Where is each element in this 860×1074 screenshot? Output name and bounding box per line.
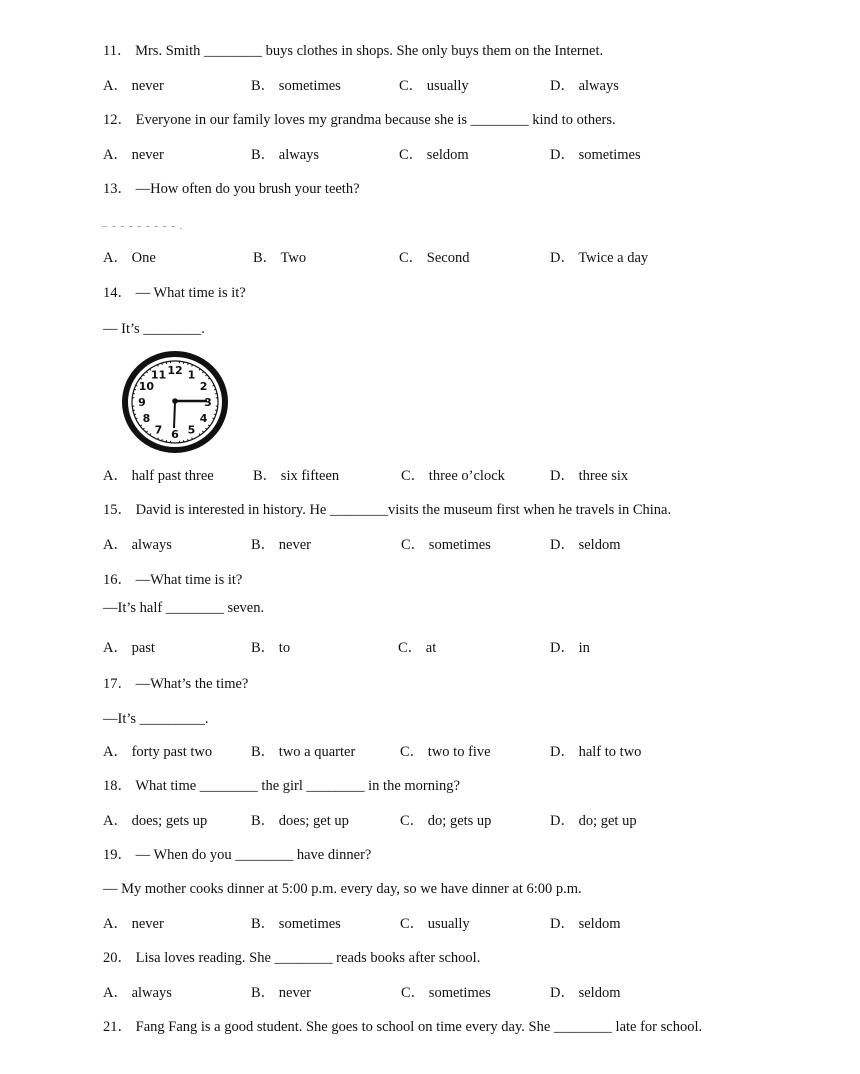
question-13-stem: 13． —How often do you brush your teeth? xyxy=(103,181,360,197)
q13-option-c: C． Second xyxy=(399,250,470,266)
clock-tick xyxy=(134,414,136,415)
q20-option-b: B． never xyxy=(251,985,311,1001)
question-19-reply: — My mother cooks dinner at 5:00 p.m. every day, so we have dinner at 6:00 p.m. xyxy=(103,881,582,897)
q15-option-b: B． never xyxy=(251,537,311,553)
question-16-stem: 16． —What time is it? xyxy=(103,572,243,588)
question-17-stem: 17． —What’s the time? xyxy=(103,676,249,692)
clock-image xyxy=(121,350,229,454)
clock-tick xyxy=(134,389,136,390)
question-15-stem: 15． David is interested in history. He ________visits the museum first when he travels in China. xyxy=(103,502,672,518)
clock-tick xyxy=(214,414,216,415)
q20-option-c: C． sometimes xyxy=(401,985,491,1001)
q15-option-d: D． seldom xyxy=(550,537,621,553)
question-11-stem: 11． Mrs. Smith ________ buys clothes in shops. She only buys them on the Internet. xyxy=(103,43,604,59)
q12-option-d: D． sometimes xyxy=(550,147,641,163)
q11-option-a: A． never xyxy=(103,78,164,94)
q20-option-d: D． seldom xyxy=(550,985,621,1001)
q13-option-b: B． Two xyxy=(253,250,307,266)
q17-option-a: A． forty past two xyxy=(103,744,213,760)
question-14-reply: — It’s ________. xyxy=(103,321,205,337)
clock-numeral-5: 5 xyxy=(187,423,196,437)
question-18-stem: 18． What time ________ the girl ________ in the morning? xyxy=(103,778,460,794)
clock-tick xyxy=(162,439,163,441)
q14-option-a: A． half past three xyxy=(103,468,214,484)
q14-option-d: D． three six xyxy=(550,468,629,484)
q16-option-d: D． in xyxy=(550,640,590,656)
clock-numeral-12: 12 xyxy=(167,364,183,377)
q14-option-b: B． six fifteen xyxy=(253,468,340,484)
q17-option-b: B． two a quarter xyxy=(251,744,356,760)
q18-option-c: C． do; gets up xyxy=(400,813,492,829)
clock-tick xyxy=(162,363,163,365)
clock-numeral-4: 4 xyxy=(199,412,208,425)
q11-option-c: C． usually xyxy=(399,78,469,94)
q16-option-b: B． to xyxy=(251,640,291,656)
clock-center xyxy=(172,398,178,404)
q18-option-b: B． does; get up xyxy=(251,813,349,829)
clock-numeral-10: 10 xyxy=(138,380,155,393)
q16-option-a: A． past xyxy=(103,640,155,656)
question-12-stem: 12． Everyone in our family loves my grandma because she is ________ kind to others. xyxy=(103,112,616,128)
clock-numeral-1: 1 xyxy=(187,368,196,382)
clock-tick xyxy=(188,439,189,441)
q18-option-d: D． do; get up xyxy=(550,813,637,829)
clock-numeral-9: 9 xyxy=(138,396,146,409)
q15-option-a: A． always xyxy=(103,537,172,553)
q17-option-d: D． half to two xyxy=(550,744,642,760)
clock-tick xyxy=(188,363,189,365)
q17-option-c: C． two to five xyxy=(400,744,491,760)
q13-answer-blank: – - - - - - - - - . xyxy=(102,220,184,232)
question-14-stem: 14． — What time is it? xyxy=(103,285,246,301)
question-17-reply: —It’s _________. xyxy=(103,711,209,727)
q12-option-a: A． never xyxy=(103,147,164,163)
q18-option-a: A． does; gets up xyxy=(103,813,208,829)
q20-option-a: A． always xyxy=(103,985,172,1001)
q19-option-b: B． sometimes xyxy=(251,916,341,932)
q11-option-b: B． sometimes xyxy=(251,78,341,94)
q19-option-d: D． seldom xyxy=(550,916,621,932)
clock-minute-hand xyxy=(174,402,175,428)
q16-option-c: C． at xyxy=(398,640,437,656)
q12-option-b: B． always xyxy=(251,147,320,163)
clock-numeral-3: 3 xyxy=(204,396,212,409)
q15-option-c: C． sometimes xyxy=(401,537,491,553)
clock-numeral-7: 7 xyxy=(154,423,163,437)
q19-option-a: A． never xyxy=(103,916,164,932)
question-16-reply: —It’s half ________ seven. xyxy=(103,600,265,616)
clock-numeral-8: 8 xyxy=(142,412,151,425)
question-19-stem: 19． — When do you ________ have dinner? xyxy=(103,847,372,863)
q13-option-a: A． One xyxy=(103,250,156,266)
clock-tick xyxy=(214,389,216,390)
question-20-stem: 20． Lisa loves reading. She ________ reads books after school. xyxy=(103,950,481,966)
q19-option-c: C． usually xyxy=(400,916,470,932)
q11-option-d: D． always xyxy=(550,78,619,94)
clock-numeral-11: 11 xyxy=(150,368,167,382)
question-21-stem: 21． Fang Fang is a good student. She goes to school on time every day. She ________ late for school. xyxy=(103,1019,703,1035)
q12-option-c: C． seldom xyxy=(399,147,469,163)
q13-option-d: D． Twice a day xyxy=(550,250,649,266)
q14-option-c: C． three o’clock xyxy=(401,468,505,484)
clock-numeral-2: 2 xyxy=(199,380,208,393)
clock-numeral-6: 6 xyxy=(171,428,179,441)
